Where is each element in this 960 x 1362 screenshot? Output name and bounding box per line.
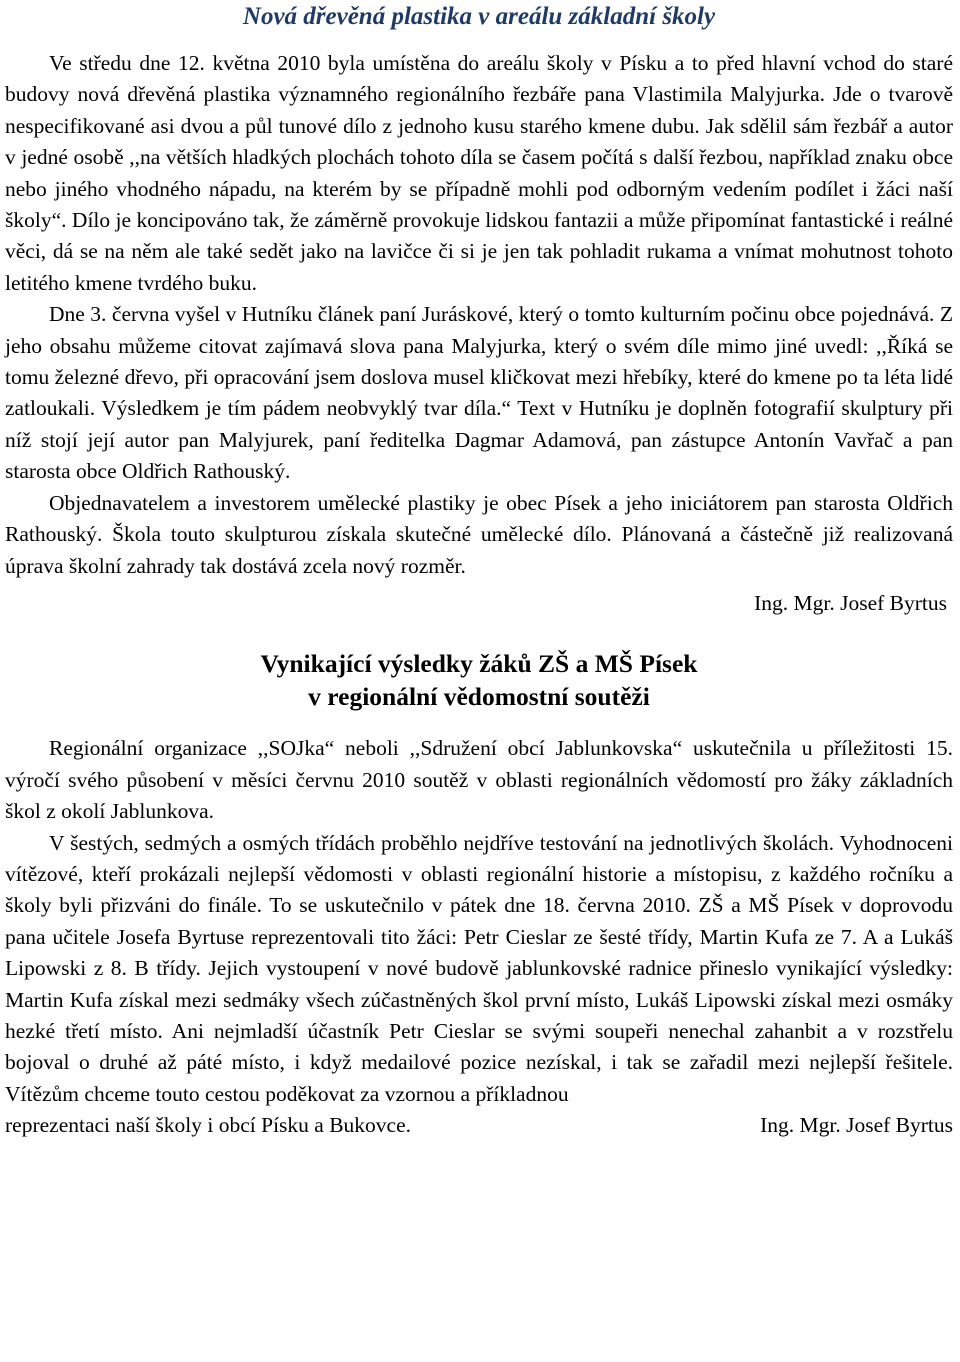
article1-paragraph: Objednavatelem a investorem umělecké plastiky je obec Písek a jeho iniciátorem pan starosta Oldřich Rathouský. Škola touto skulpturou získala skutečné umělecké dílo. Plánovaná a částečně již realizovaná úprava školní zahrady tak dostává zcela nový rozměr. [5,490,953,578]
article2-title-line2: v regionální vědomostní soutěži [308,682,650,712]
article1-title: Nová dřevěná plastika v areálu základní školy [242,3,716,30]
article2-last-line: reprezentaci naší školy i obcí Písku a Bukovce. [5,1113,412,1138]
article2-paragraph: Regionální organizace ,,SOJka“ neboli ,,Sdružení obcí Jablunkovska“ uskutečnila u příležitosti 15. výročí svého působení v měsíci červnu 2010 soutěž v oblasti regionálních vědomostí pro žáky základních škol z okolí Jablunkova. [5,736,953,824]
article1-signature: Ing. Mgr. Josef Byrtus [754,590,947,615]
article2-signature: Ing. Mgr. Josef Byrtus [760,1113,953,1138]
document-page [5,0,953,1142]
article1-paragraph: Dne 3. června vyšel v Hutníku článek paní Juráskové, který o tomto kulturním počinu obce pojednává. Z jeho obsahu můžeme citovat zajímavá slova pana Malyjurka, který o svém díle mimo jiné uvedl: ,,Říká se tomu železné dřevo, při opracování jsem doslova musel kličkovat mezi hřebíky, které do kmene po ta léta lidé zatloukali. Výsledkem je tím pádem neobvyklý tvar díla.“ Text v Hutníku je doplněn fotografií skulptury při níž stojí její autor pan Malyjurek, paní ředitelka Dagmar Adamová, pan zástupce Antonín Vavřač a pan starosta obce Oldřich Rathouský. [5,302,953,484]
article2-closing-line [5,1110,953,1141]
article1-paragraph: Ve středu dne 12. května 2010 byla umístěna do areálu školy v Písku a to před hlavní vchod do staré budovy nová dřevěná plastika významného regionálního řezbáře pana Vlastimila Malyjurka. Jde o tvarově nespecifikované asi dvou a půl tunové dílo z jednoho kusu starého kmene dubu. Jak sdělil sám řezbář a autor v jedné osobě ,,na větších hladkých plochách tohoto díla se časem počítá s další řezbou, například znaku obce nebo jiného vhodného nápadu, na kterém by se případně mohli pod odborným vedením podílet i žáci naší školy“. Dílo je koncipováno tak, že záměrně provokuje lidskou fantazii a může připomínat fantastické i reálné věci, dá se na něm ale také sedět jako na lavičce či si je jen tak pohladit rukama a vnímat mohutnost tohoto letitého kmene tvrdého buku. [5,51,953,295]
article2-title-line1: Vynikající výsledky žáků ZŠ a MŠ Písek [260,649,698,679]
article2-title [5,647,953,713]
article2-paragraph: V šestých, sedmých a osmých třídách proběhlo nejdříve testování na jednotlivých školách. Vyhodnoceni vítězové, kteří prokázali nejlepší vědomosti v oblasti regionální historie a místopisu, z každého ročníku a školy byli přizváni do finále. To se uskutečnilo v pátek dne 18. června 2010. ZŠ a MŠ Písek v doprovodu pana učitele Josefa Byrtuse reprezentovali tito žáci: Petr Cieslar ze šesté třídy, Martin Kufa ze 7. A a Lukáš Lipowski z 8. B třídy. Jejich vystoupení v nové budově jablunkovské radnice přineslo vynikající výsledky: Martin Kufa získal mezi sedmáky všech zúčastněných škol první místo, Lukáš Lipowski získal mezi osmáky hezké třetí místo. Ani nejmladší účastník Petr Cieslar se svými soupeři nenechal zahanbit a v rozstřelu bojoval o druhé až páté místo, i když medailové pozice nezískal, i tak se zařadil mezi nejlepší řešitele. Vítězům chceme touto cestou poděkovat za vzornou a příkladnou [5,830,953,1106]
